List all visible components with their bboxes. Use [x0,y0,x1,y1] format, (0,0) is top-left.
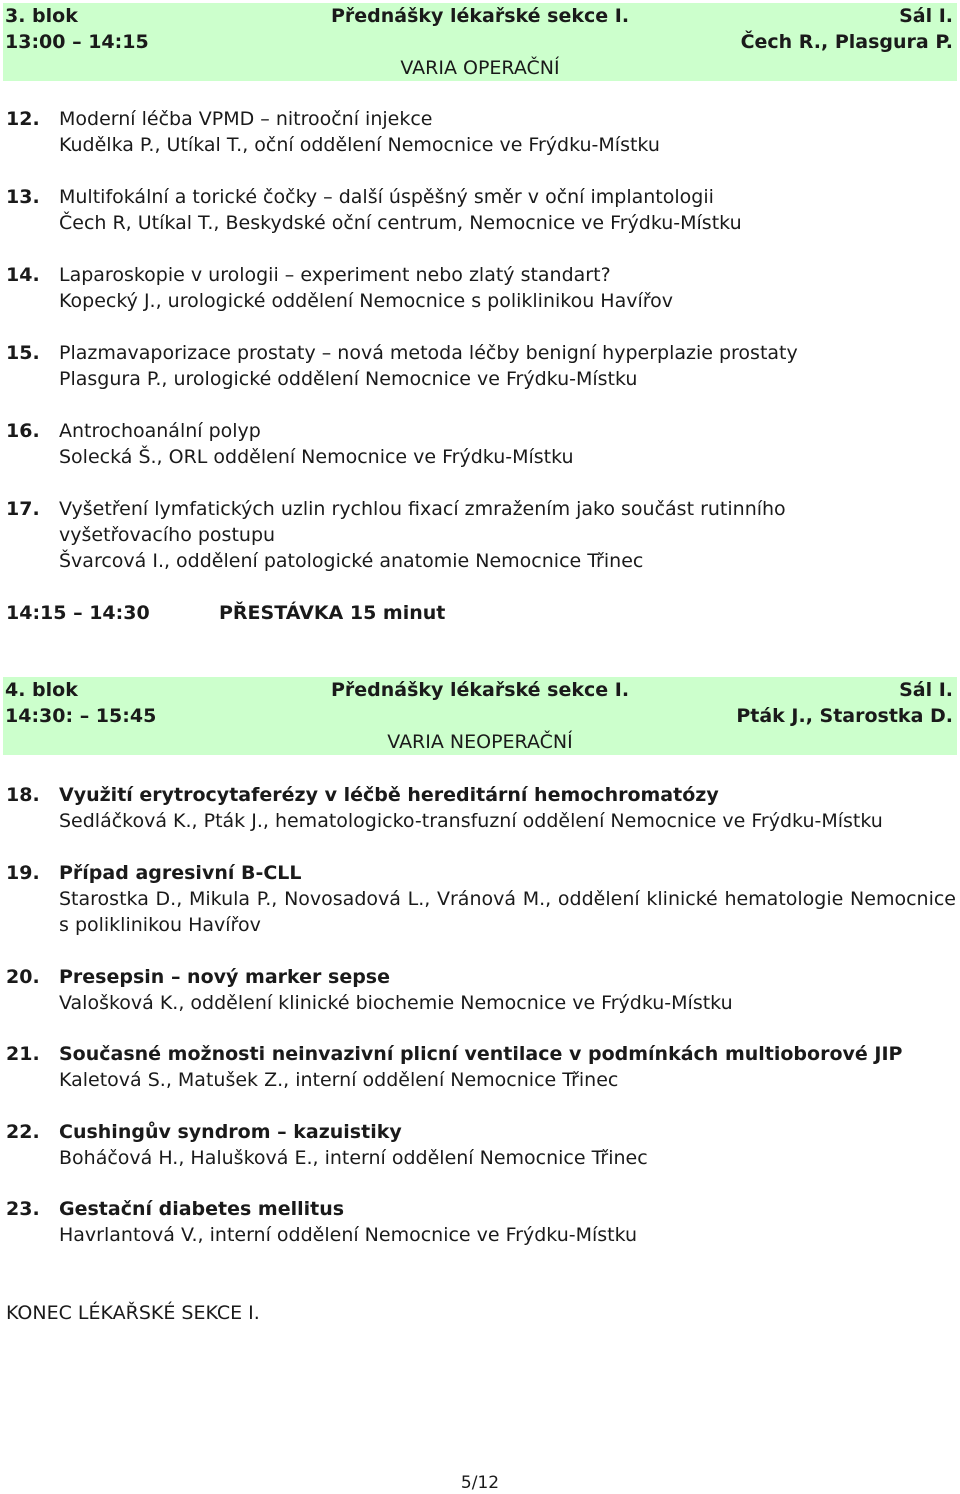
lecture-item [6,1119,956,1171]
lecture-title: Vyšetření lymfatických uzlin rychlou fixací zmražením jako součást rutinního vyšetřovacího postupu [59,498,786,546]
block-4-header [3,677,957,755]
lecture-number: 13. [6,186,40,208]
page-number: 5/12 [460,1473,500,1493]
lecture-authors: Kudělka P., Utíkal T., oční oddělení Nemocnice ve Frýdku-Místku [59,134,660,156]
block-section: Přednášky lékařské sekce I. [330,5,630,27]
lecture-number: 21. [6,1043,40,1065]
block-room: Sál I. [899,679,953,701]
lecture-number: 16. [6,420,40,442]
lecture-item [6,340,956,392]
lecture-item [6,782,956,834]
block-section: Přednášky lékařské sekce I. [330,679,630,701]
lecture-title: Moderní léčba VPMD – nitrooční injekce [59,108,433,130]
lecture-title: Plazmavaporizace prostaty – nová metoda léčby benigní hyperplazie prostaty [59,342,798,364]
lecture-authors: Starostka D., Mikula P., Novosadová L., Vránová M., oddělení klinické hematologie Nemocnice s poliklinikou Havířov [59,888,956,936]
lecture-authors: Havrlantová V., interní oddělení Nemocnice ve Frýdku-Místku [59,1224,638,1246]
lecture-authors: Solecká Š., ORL oddělení Nemocnice ve Frýdku-Místku [59,446,574,468]
lecture-item [6,106,956,158]
lecture-item [6,184,956,236]
lecture-number: 15. [6,342,40,364]
block-time: 13:00 – 14:15 [5,31,149,53]
block-topic: VARIA OPERAČNÍ [400,57,560,79]
block-chairs: Pták J., Starostka D. [736,705,953,727]
block-room: Sál I. [899,5,953,27]
block-name: 4. blok [5,679,78,701]
lecture-title: Využití erytrocytaferézy v léčbě hereditární hemochromatózy [59,784,719,806]
lecture-item [6,418,956,470]
lecture-item [6,496,956,574]
lecture-item [6,964,956,1016]
lecture-item [6,1041,956,1093]
lecture-title: Antrochoanální polyp [59,420,261,442]
end-note: KONEC LÉKAŘSKÉ SEKCE I. [6,1302,260,1324]
lecture-title: Případ agresivní B-CLL [59,862,302,884]
lecture-authors: Kaletová S., Matušek Z., interní oddělení Nemocnice Třinec [59,1069,619,1091]
lecture-title: Multifokální a torické čočky – další úspěšný směr v oční implantologii [59,186,714,208]
lecture-authors: Čech R, Utíkal T., Beskydské oční centrum, Nemocnice ve Frýdku-Místku [59,212,742,234]
lecture-title: Presepsin – nový marker sepse [59,966,390,988]
lecture-number: 22. [6,1121,40,1143]
lecture-authors: Plasgura P., urologické oddělení Nemocnice ve Frýdku-Místku [59,368,638,390]
lecture-number: 18. [6,784,40,806]
lecture-item [6,262,956,314]
block-name: 3. blok [5,5,78,27]
lecture-title: Současné možnosti neinvazivní plicní ventilace v podmínkách multioborové JIP [59,1043,903,1065]
lecture-number: 20. [6,966,40,988]
lecture-title: Gestační diabetes mellitus [59,1198,345,1220]
lecture-authors: Valošková K., oddělení klinické biochemie Nemocnice ve Frýdku-Místku [59,992,733,1014]
lecture-title: Laparoskopie v urologii – experiment nebo zlatý standart? [59,264,611,286]
lecture-number: 23. [6,1198,40,1220]
lecture-number: 14. [6,264,40,286]
lecture-item [6,860,956,938]
lecture-authors: Sedláčková K., Pták J., hematologicko-transfuzní oddělení Nemocnice ve Frýdku-Místku [59,810,883,832]
lecture-number: 17. [6,498,40,520]
lecture-authors: Boháčová H., Halušková E., interní oddělení Nemocnice Třinec [59,1147,648,1169]
lecture-number: 12. [6,108,40,130]
lecture-authors: Kopecký J., urologické oddělení Nemocnice s poliklinikou Havířov [59,290,674,312]
break-time: 14:15 – 14:30 [6,602,150,624]
block-chairs: Čech R., Plasgura P. [740,31,953,53]
block-time: 14:30: – 15:45 [5,705,157,727]
block-topic: VARIA NEOPERAČNÍ [387,731,573,753]
lecture-title: Cushingův syndrom – kazuistiky [59,1121,402,1143]
lecture-authors: Švarcová I., oddělení patologické anatomie Nemocnice Třinec [59,550,644,572]
lecture-number: 19. [6,862,40,884]
lecture-item [6,1196,956,1248]
break-label: PŘESTÁVKA 15 minut [219,602,446,624]
block-3-header [3,3,957,81]
